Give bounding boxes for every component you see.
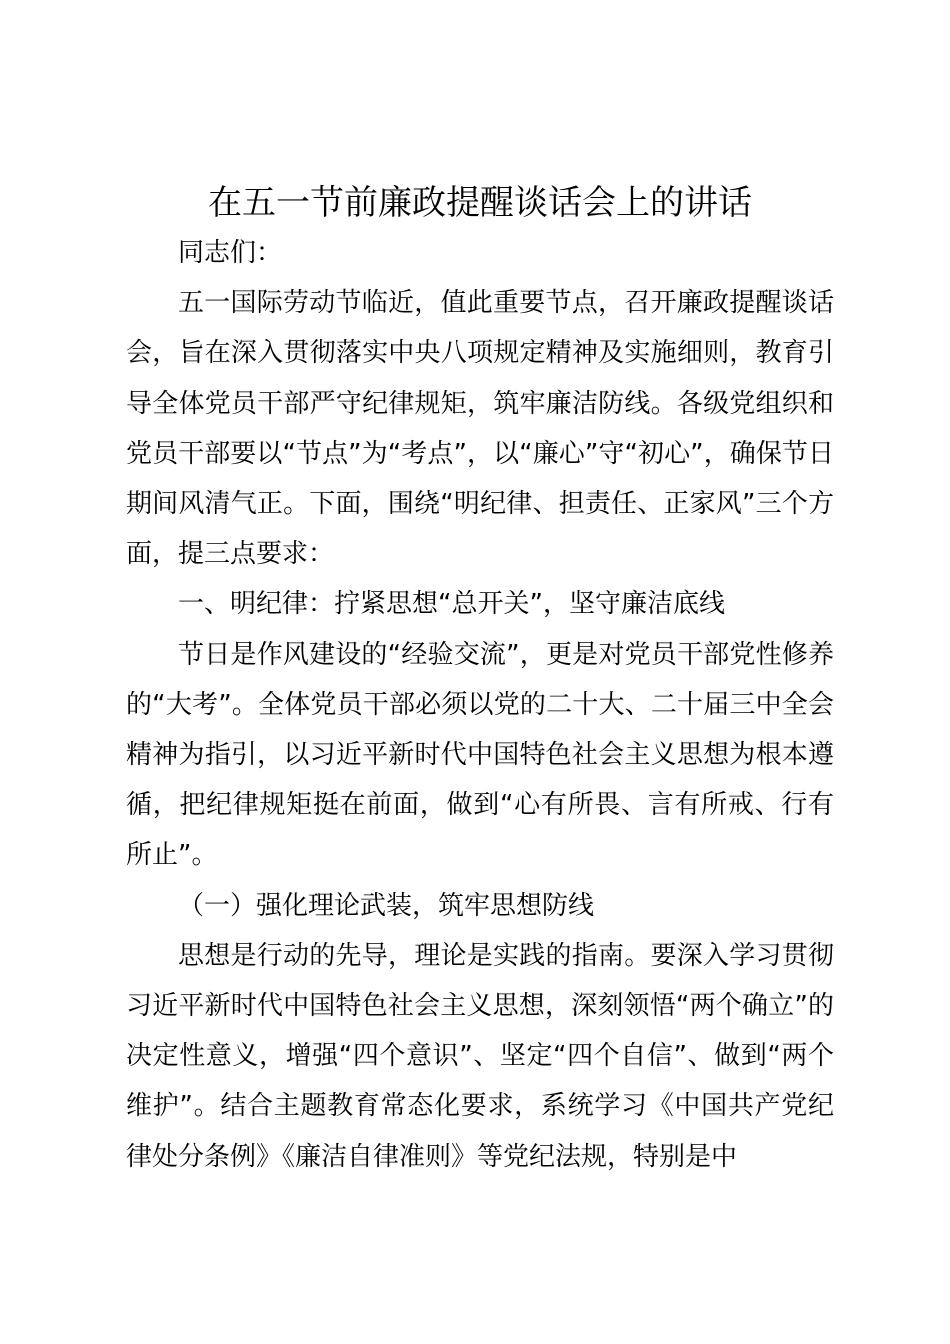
document-body [126,178,834,1182]
subsection-1-heading: （一）强化理论武装，筑牢思想防线 [178,890,595,921]
document-title: 在五一节前廉政提醒谈话会上的讲话 [208,183,752,223]
intro-paragraph: 五一国际劳动节临近，值此重要节点，召开廉政提醒谈话会，旨在深入贯彻落实中央八项规定精神及实施细则，教育引导全体党员干部严守纪律规矩，筑牢廉洁防线。各级党组织和党员干部要以“节点”为“考点”，以“廉心”守“初心”，确保节日期间风清气正。下面，围绕“明纪律、担责任、正家风”三个方面，提三点要求： [126,288,834,570]
section-1-paragraph: 节日是作风建设的“经验交流”，更是对党员干部党性修养的“大考”。全体党员干部必须以党的二十大、二十届三中全会精神为指引，以习近平新时代中国特色社会主义思想为根本遵循，把纪律规矩挺在前面，做到“心有所畏、言有所戒、行有所止”。 [126,639,834,871]
salutation: 同志们： [178,238,283,268]
subsection-1-paragraph: 思想是行动的先导，理论是实践的指南。要深入学习贯彻习近平新时代中国特色社会主义思想，深刻领悟“两个确立”的决定性意义，增强“四个意识”、坚定“四个自信”、做到“两个维护”。结合主题教育常态化要求，系统学习《中国共产党纪律处分条例》《廉洁自律准则》等党纪法规，特别是中 [126,940,834,1172]
section-1-heading: 一、明纪律：拧紧思想“总开关”，坚守廉洁底线 [178,589,725,620]
